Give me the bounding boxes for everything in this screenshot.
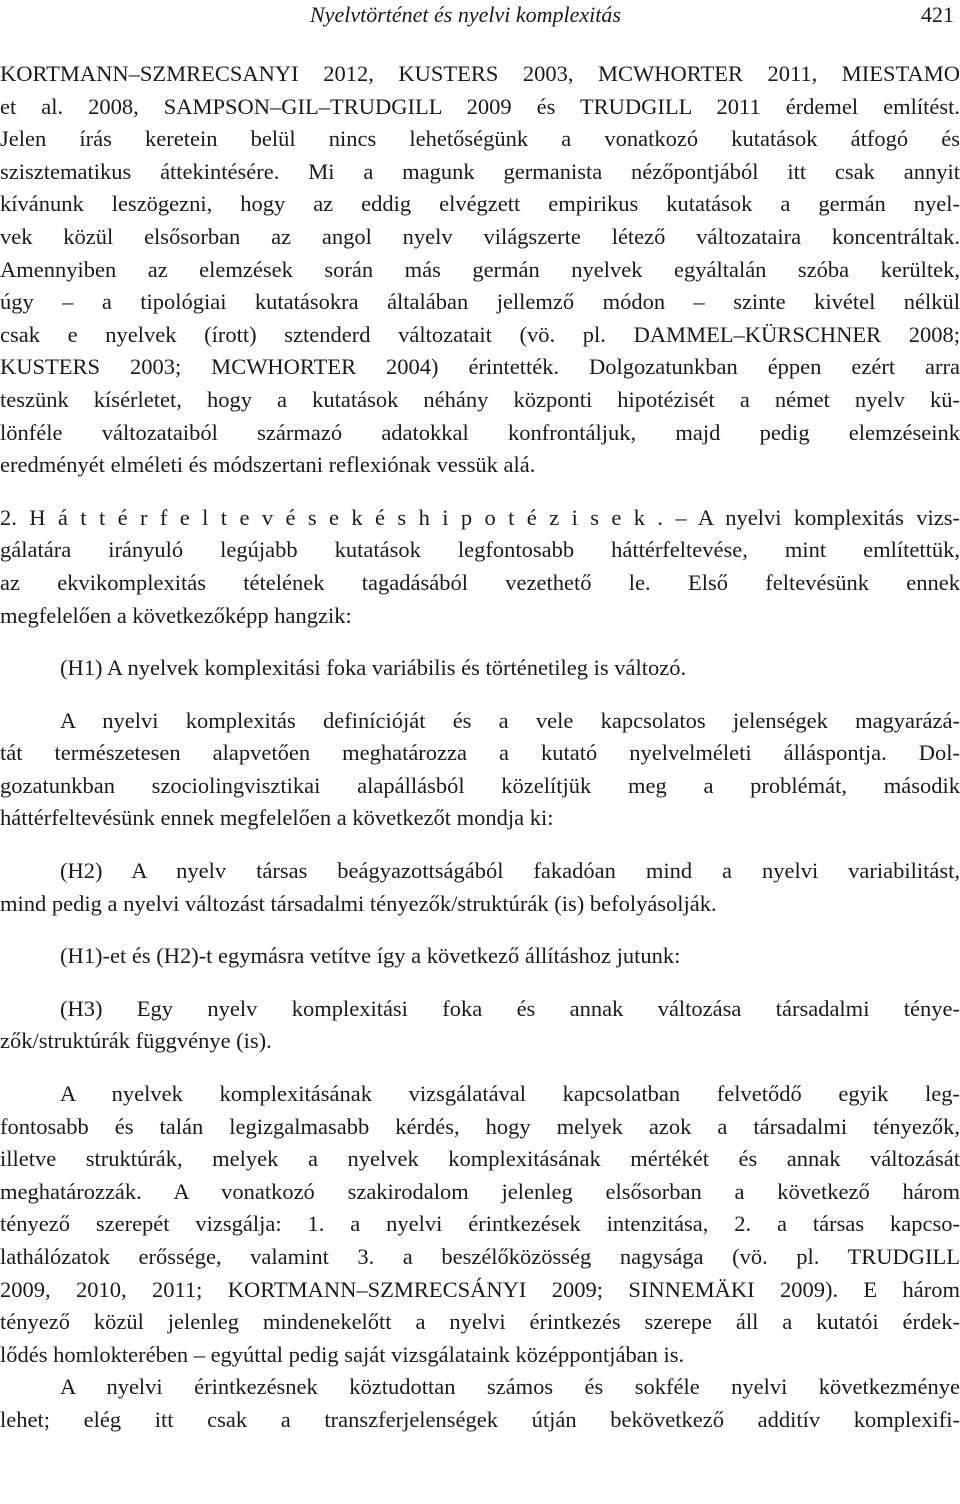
text-line: et al. 2008, SAMPSON–GIL–TRUDGILL 2009 és TRUDGILL 2011 érdemel említést. <box>0 93 960 119</box>
text-line: az ekvikomplexitás tételének tagadásából vezethető le. Első feltevésünk ennek <box>0 569 960 595</box>
text-line: teszünk kísérletet, hogy a kutatások néhány központi hipotézisét a német nyelv kü- <box>0 386 960 412</box>
text-line: megfelelően a következőképp hangzik: <box>0 602 352 628</box>
text-line: fontosabb és talán legizgalmasabb kérdés, hogy melyek azok a társadalmi tényezők, <box>0 1113 960 1139</box>
text-line: tát természetesen alapvetően meghatározza a kutató nyelvelméleti álláspontja. Dol- <box>0 740 960 766</box>
text-body <box>0 58 960 1437</box>
text-line: 2009, 2010, 2011; KORTMANN–SZMRECSÁNYI 2009; SINNEMÄKI 2009). E három <box>0 1276 960 1302</box>
hypothesis-h2: (H2) A nyelv társas beágyazottságából fakadóan mind a nyelvi variabilitást, <box>60 858 960 884</box>
text-line: tényező közül jelenleg mindenekelőtt a nyelvi érintkezés szerepe áll a kutatói érdek- <box>0 1309 960 1335</box>
section-heading-line: 2. H á t t é r f e l t e v é s e k é s h i p o t é z i s e k . – A nyelvi komplexitás vizs- <box>0 504 960 530</box>
text-line: tényező szerepét vizsgálja: 1. a nyelvi érintkezések intenzitása, 2. a társas kapcso- <box>0 1211 960 1237</box>
text-line: szisztematikus áttekintésére. Mi a magunk germanista nézőpontjából itt csak annyit <box>0 158 960 184</box>
text-line: A nyelvi komplexitás definícióját és a vele kapcsolatos jelenségek magyarázá- <box>60 707 960 733</box>
text-line: illetve struktúrák, melyek a nyelvek komplexitásának mértékét és annak változását <box>0 1146 960 1172</box>
running-title: Nyelvtörténet és nyelvi komplexitás <box>310 2 621 27</box>
text-line: KORTMANN–SZMRECSANYI 2012, KUSTERS 2003, MCWHORTER 2011, MIESTAMO <box>0 61 960 86</box>
text-line: meghatározzák. A vonatkozó szakirodalom jelenleg elsősorban a következő három <box>0 1178 960 1204</box>
text-line: vek közül elsősorban az angol nyelv világszerte létező változataira koncentráltak. <box>0 223 960 249</box>
text-line: eredményét elméleti és módszertani reflexiónak vessük alá. <box>0 452 536 478</box>
text-line: A nyelvek komplexitásának vizsgálatával kapcsolatban felvetődő egyik leg- <box>60 1081 960 1107</box>
text-line: háttérfeltevésünk ennek megfelelően a következőt mondja ki: <box>0 805 554 831</box>
text-line: Amennyiben az elemzések során más germán nyelvek egyáltalán szóba kerültek, <box>0 256 960 282</box>
page-header <box>0 0 960 40</box>
hypothesis-h3: (H3) Egy nyelv komplexitási foka és annak változása társadalmi ténye- <box>60 995 960 1021</box>
text-line: lathálózatok erőssége, valamint 3. a beszélőközösség nagysága (vö. pl. TRUDGILL <box>0 1244 960 1269</box>
text-line: úgy – a tipológiai kutatásokra általában jellemző módon – szinte kivétel nélkül <box>0 289 960 315</box>
text-line: gozatunkban szociolingvisztikai alapállásból közelítjük meg a problémát, második <box>0 772 960 798</box>
text-line: KUSTERS 2003; MCWHORTER 2004) érintették. Dolgozatunkban éppen ezért arra <box>0 354 960 380</box>
text-line: lönféle változataiból származó adatokkal konfrontáljuk, majd pedig elemzéseink <box>0 419 960 445</box>
text-line: gálatára irányuló legújabb kutatások legfontosabb háttérfeltevése, mint említettük, <box>0 537 960 563</box>
text-line: csak e nyelvek (írott) sztenderd változatait (vö. pl. DAMMEL–KÜRSCHNER 2008; <box>0 321 960 347</box>
text-line: kívánunk leszögezni, hogy az eddig elvégzett empirikus kutatások a germán nyel- <box>0 191 960 217</box>
text-line: A nyelvi érintkezésnek köztudottan számos és sokféle nyelvi következménye <box>60 1374 960 1400</box>
hypothesis-h3-cont: zők/struktúrák függvénye (is). <box>0 1028 272 1054</box>
page-number: 421 <box>921 2 954 27</box>
hypothesis-h2-cont: mind pedig a nyelvi változást társadalmi tényezők/struktúrák (is) befolyásolják. <box>0 890 717 916</box>
text-line: lehet; elég itt csak a transzferjelenségek útján bekövetkező additív komplexifi- <box>0 1406 960 1432</box>
text-line: Jelen írás keretein belül nincs lehetőségünk a vonatkozó kutatások átfogó és <box>0 126 960 152</box>
text-line: (H1)-et és (H2)-t egymásra vetítve így a következő állításhoz jutunk: <box>60 943 681 969</box>
text-line: lődés homlokterében – egyúttal pedig saját vizsgálataink középpontjában is. <box>0 1341 685 1367</box>
hypothesis-h1: (H1) A nyelvek komplexitási foka variábilis és történetileg is változó. <box>60 655 687 681</box>
